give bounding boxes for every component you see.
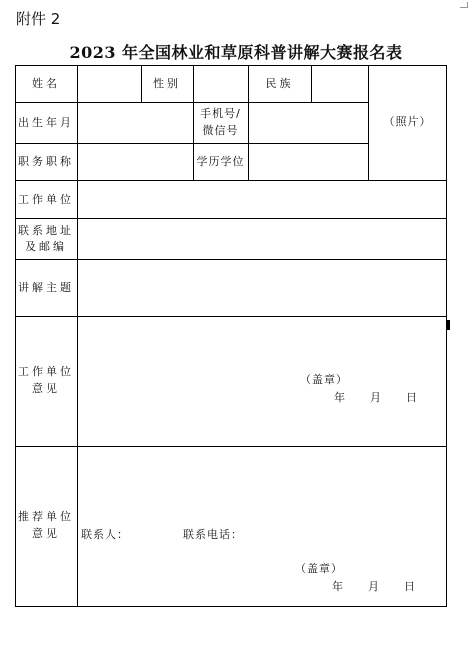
gender-label: 性别 — [153, 77, 181, 90]
workplace-opinion-label-line1: 工作单位 — [18, 365, 74, 378]
workplace-opinion-field[interactable] — [78, 317, 446, 446]
birth-label: 出生年月 — [18, 116, 74, 129]
annex-label: 附件 2 — [16, 10, 61, 28]
contact-phone-label: 联系电话： — [183, 528, 243, 541]
birth-field[interactable] — [78, 103, 193, 143]
contact-person-label: 联系人： — [81, 528, 129, 541]
phone-field[interactable] — [249, 103, 368, 143]
ethnicity-label: 民族 — [265, 77, 294, 90]
form-title: 2023 年全国林业和草原科普讲解大赛报名表 — [69, 43, 403, 62]
gender-field[interactable] — [194, 66, 248, 102]
recommend-opinion-label-line2: 意见 — [32, 527, 60, 540]
recommend-opinion-label-line1: 推荐单位 — [18, 510, 74, 523]
workplace-opinion-label-line2: 意见 — [32, 382, 60, 395]
recommend-date-text: 年 月 日 — [332, 580, 416, 593]
address-field[interactable] — [78, 219, 446, 259]
name-label: 姓名 — [32, 77, 60, 90]
position-label: 职务职称 — [18, 155, 74, 168]
workplace-seal-text: （盖章） — [300, 373, 348, 386]
phone-label-line1: 手机号/ — [200, 107, 241, 120]
recommend-seal-text: （盖章） — [295, 562, 343, 575]
page-corner-mark — [460, 2, 468, 8]
photo-label: （照片） — [383, 115, 432, 128]
education-field[interactable] — [249, 144, 368, 180]
topic-field[interactable] — [78, 260, 446, 316]
workplace-date-text: 年 月 日 — [334, 391, 418, 404]
position-field[interactable] — [78, 144, 193, 180]
topic-label: 讲解主题 — [18, 281, 74, 294]
workplace-label: 工作单位 — [18, 193, 74, 206]
ethnicity-field[interactable] — [312, 66, 368, 102]
edge-marker — [447, 320, 450, 330]
name-field[interactable] — [78, 66, 141, 102]
workplace-field[interactable] — [78, 181, 446, 218]
address-label-line2: 及邮编 — [25, 240, 67, 253]
education-label: 学历学位 — [196, 155, 245, 168]
phone-label-line2: 微信号 — [202, 124, 239, 137]
address-label-line1: 联系地址 — [18, 224, 74, 237]
